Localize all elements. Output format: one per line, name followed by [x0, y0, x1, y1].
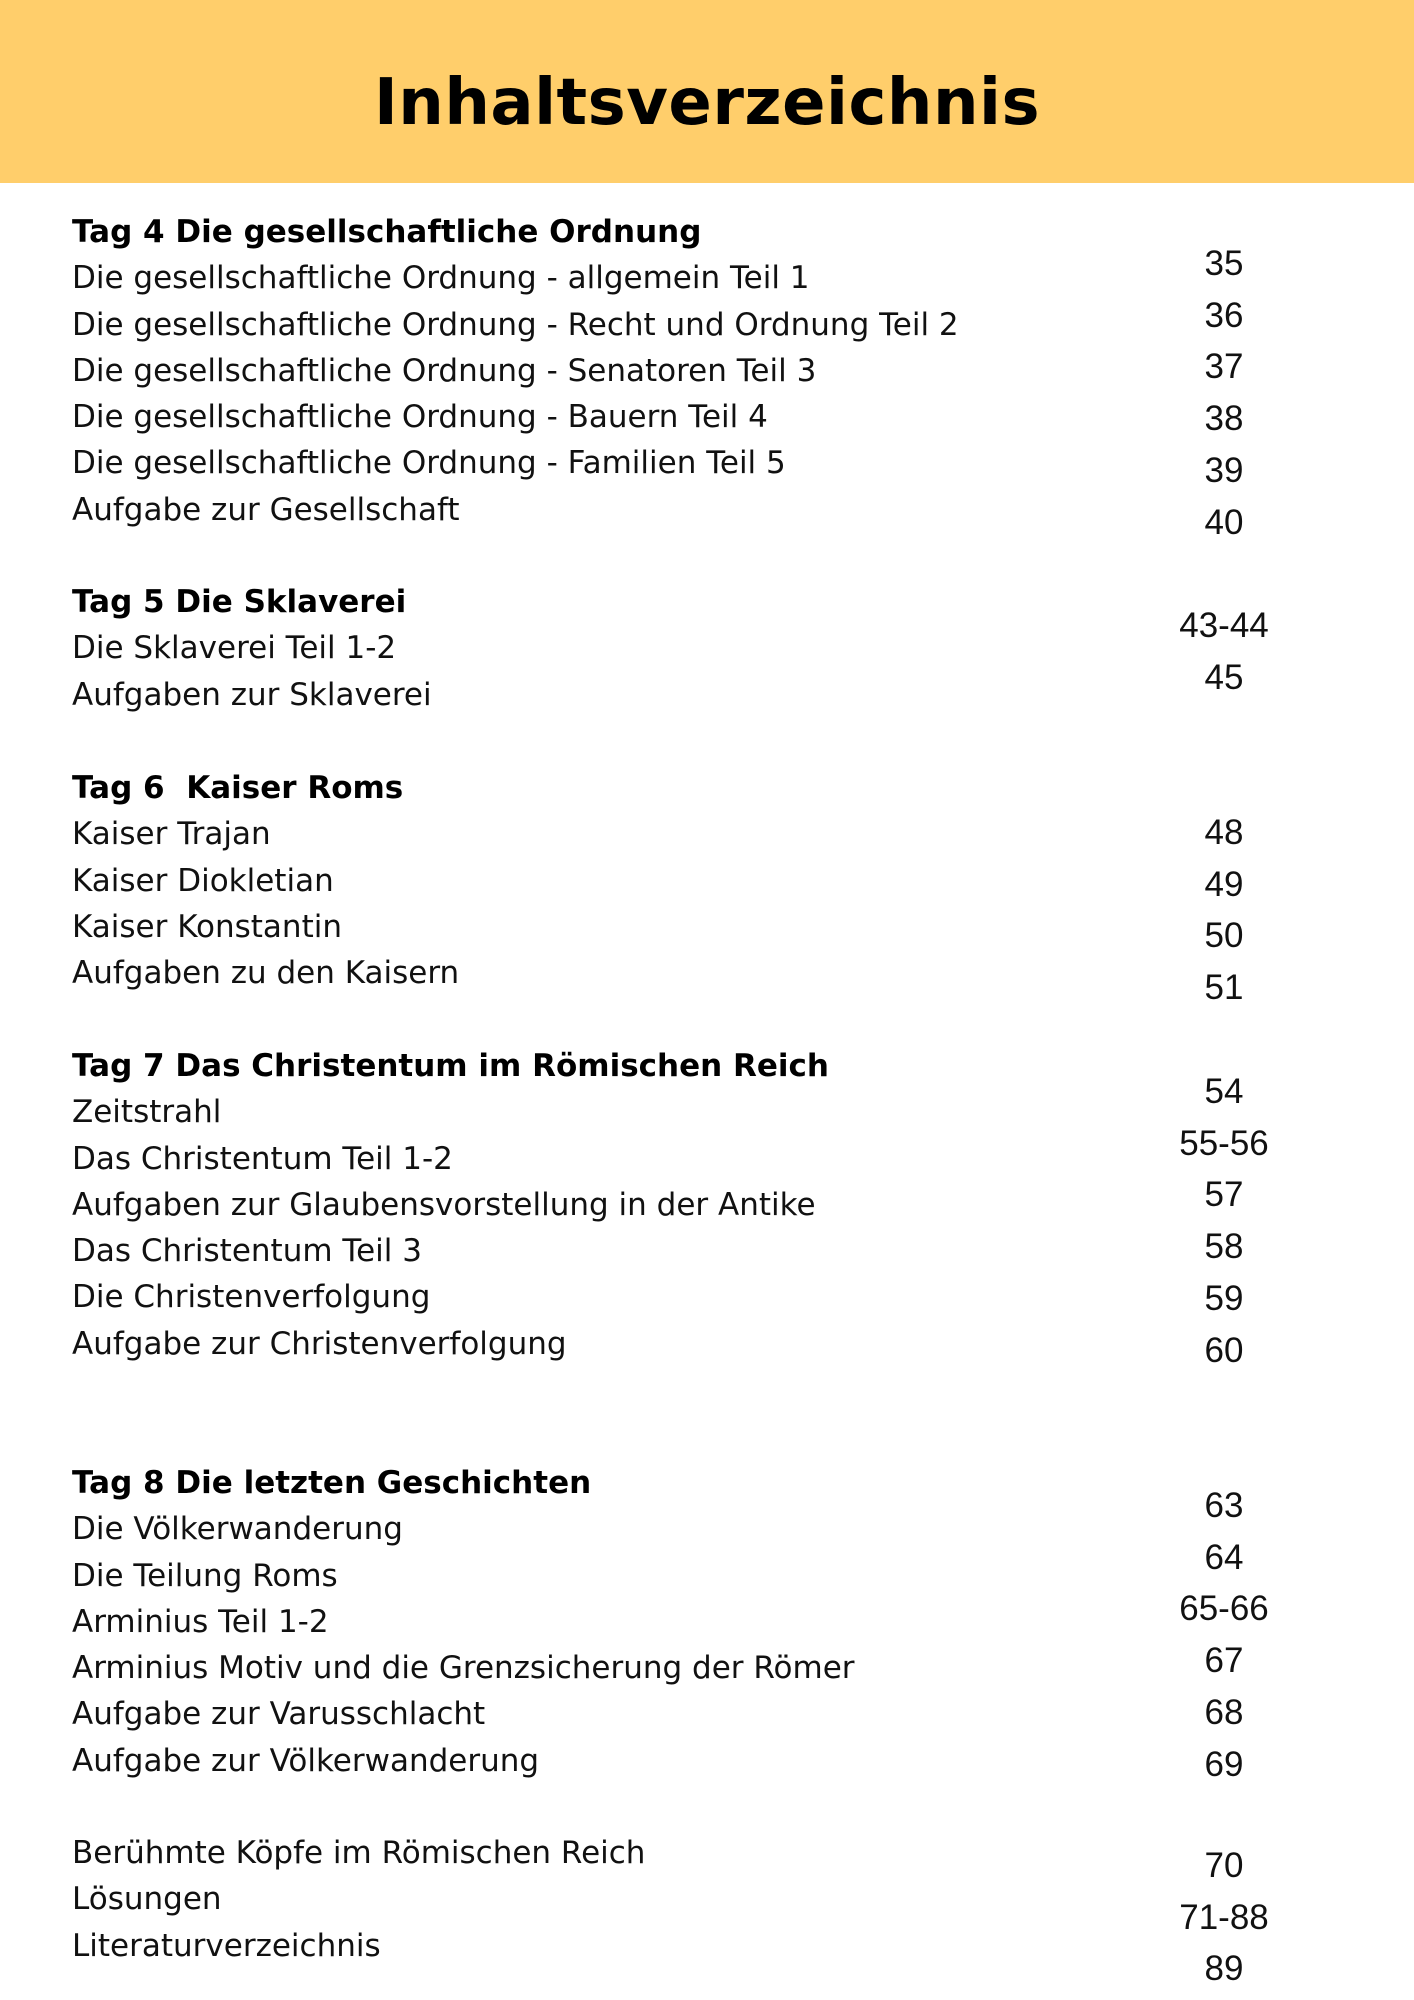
toc-entry: Aufgabe zur Gesellschaft	[72, 491, 460, 528]
toc-entry: Kaiser Trajan	[72, 816, 271, 853]
page-number-list	[1124, 1066, 1324, 1376]
page-number: 35	[1204, 244, 1244, 283]
page-number: 55-56	[1179, 1123, 1269, 1163]
toc-entry: Arminius Teil 1-2	[72, 1603, 329, 1640]
toc-entry-list	[72, 209, 1132, 533]
toc-entry: Aufgabe zur Varusschlacht	[72, 1696, 486, 1733]
toc-entry: Die gesellschaftliche Ordnung - Recht und Ordnung Teil 2	[72, 306, 959, 343]
page-number-list	[1124, 238, 1324, 548]
section-heading: Tag 8 Die letzten Geschichten	[72, 1465, 592, 1501]
page-number: 49	[1204, 864, 1244, 904]
toc-entry: Aufgaben zu den Kaisern	[72, 955, 460, 992]
page-number: 67	[1204, 1641, 1244, 1681]
page-number: 69	[1204, 1744, 1244, 1784]
toc-entry: Die Teilung Roms	[72, 1557, 338, 1594]
page-number: 39	[1204, 450, 1244, 490]
toc-entry: Aufgabe zur Völkerwanderung	[72, 1742, 540, 1779]
toc-entry: Das Christentum Teil 1-2	[72, 1140, 453, 1177]
toc-entry: Kaiser Diokletian	[72, 862, 334, 899]
page-number: 64	[1204, 1537, 1244, 1577]
page-number: 51	[1204, 968, 1244, 1008]
toc-entry-list	[72, 765, 1132, 996]
section-heading: Tag 4 Die gesellschaftliche Ordnung	[72, 214, 702, 250]
toc-entry: Aufgaben zur Sklaverei	[72, 676, 432, 713]
page-number: 89	[1204, 1949, 1244, 1989]
toc-entry: Literaturverzeichnis	[72, 1927, 381, 1964]
toc-entry: Das Christentum Teil 3	[72, 1233, 422, 1270]
page-number: 50	[1204, 916, 1244, 956]
toc-entry: Die gesellschaftliche Ordnung - allgemein Teil 1	[72, 260, 810, 297]
toc-entry: Die Christenverfolgung	[72, 1279, 431, 1316]
toc-entry: Berühmte Köpfe im Römischen Reich	[72, 1835, 646, 1871]
toc-entry: Arminius Motiv und die Grenzsicherung der Römer	[72, 1650, 855, 1687]
page-number: 45	[1204, 657, 1244, 697]
page-number: 36	[1204, 295, 1244, 335]
toc-entry-list	[72, 579, 1132, 718]
toc-entry: Lösungen	[72, 1881, 222, 1918]
page-number-list	[1124, 600, 1324, 703]
toc-entry-list	[72, 1043, 1132, 1367]
toc-entry: Die gesellschaftliche Ordnung - Bauern Teil 4	[72, 399, 768, 436]
page-number: 48	[1204, 813, 1244, 852]
page-number: 68	[1204, 1692, 1244, 1732]
page-number: 70	[1204, 1846, 1244, 1885]
toc-entry: Die gesellschaftliche Ordnung - Familien Teil 5	[72, 445, 786, 482]
toc-entry: Aufgaben zur Glaubensvorstellung in der Antike	[72, 1186, 816, 1223]
page-title: Inhaltsverzeichnis	[373, 66, 1041, 140]
page-number: 63	[1204, 1486, 1244, 1525]
section-heading: Tag 5 Die Sklaverei	[72, 584, 407, 620]
toc-entry: Aufgabe zur Christenverfolgung	[72, 1325, 567, 1362]
toc-entry: Kaiser Konstantin	[72, 908, 342, 945]
page-number: 65-66	[1179, 1589, 1269, 1629]
page-number-list	[1124, 1840, 1324, 1995]
page-number: 54	[1204, 1072, 1244, 1111]
toc-entry-list	[72, 1830, 1132, 1969]
page-number: 71-88	[1179, 1897, 1269, 1937]
page-number: 40	[1204, 502, 1244, 542]
page-number-list	[1124, 1480, 1324, 1790]
page-number: 59	[1204, 1278, 1244, 1318]
page-number: 60	[1204, 1330, 1244, 1370]
toc-entry: Zeitstrahl	[72, 1094, 222, 1131]
page-number: 38	[1204, 399, 1244, 439]
page-number: 37	[1204, 347, 1244, 387]
toc-entry: Die gesellschaftliche Ordnung - Senatoren Teil 3	[72, 352, 817, 389]
page-number: 57	[1204, 1175, 1244, 1215]
page-number-list	[1124, 807, 1324, 1014]
toc-entry-list	[72, 1460, 1132, 1784]
section-heading: Tag 6 Kaiser Roms	[72, 770, 404, 806]
page-number: 43-44	[1179, 606, 1269, 645]
section-heading: Tag 7 Das Christentum im Römischen Reich	[72, 1048, 829, 1084]
toc-entry: Die Völkerwanderung	[72, 1511, 403, 1548]
page-number: 58	[1204, 1227, 1244, 1267]
toc-entry: Die Sklaverei Teil 1-2	[72, 630, 397, 667]
